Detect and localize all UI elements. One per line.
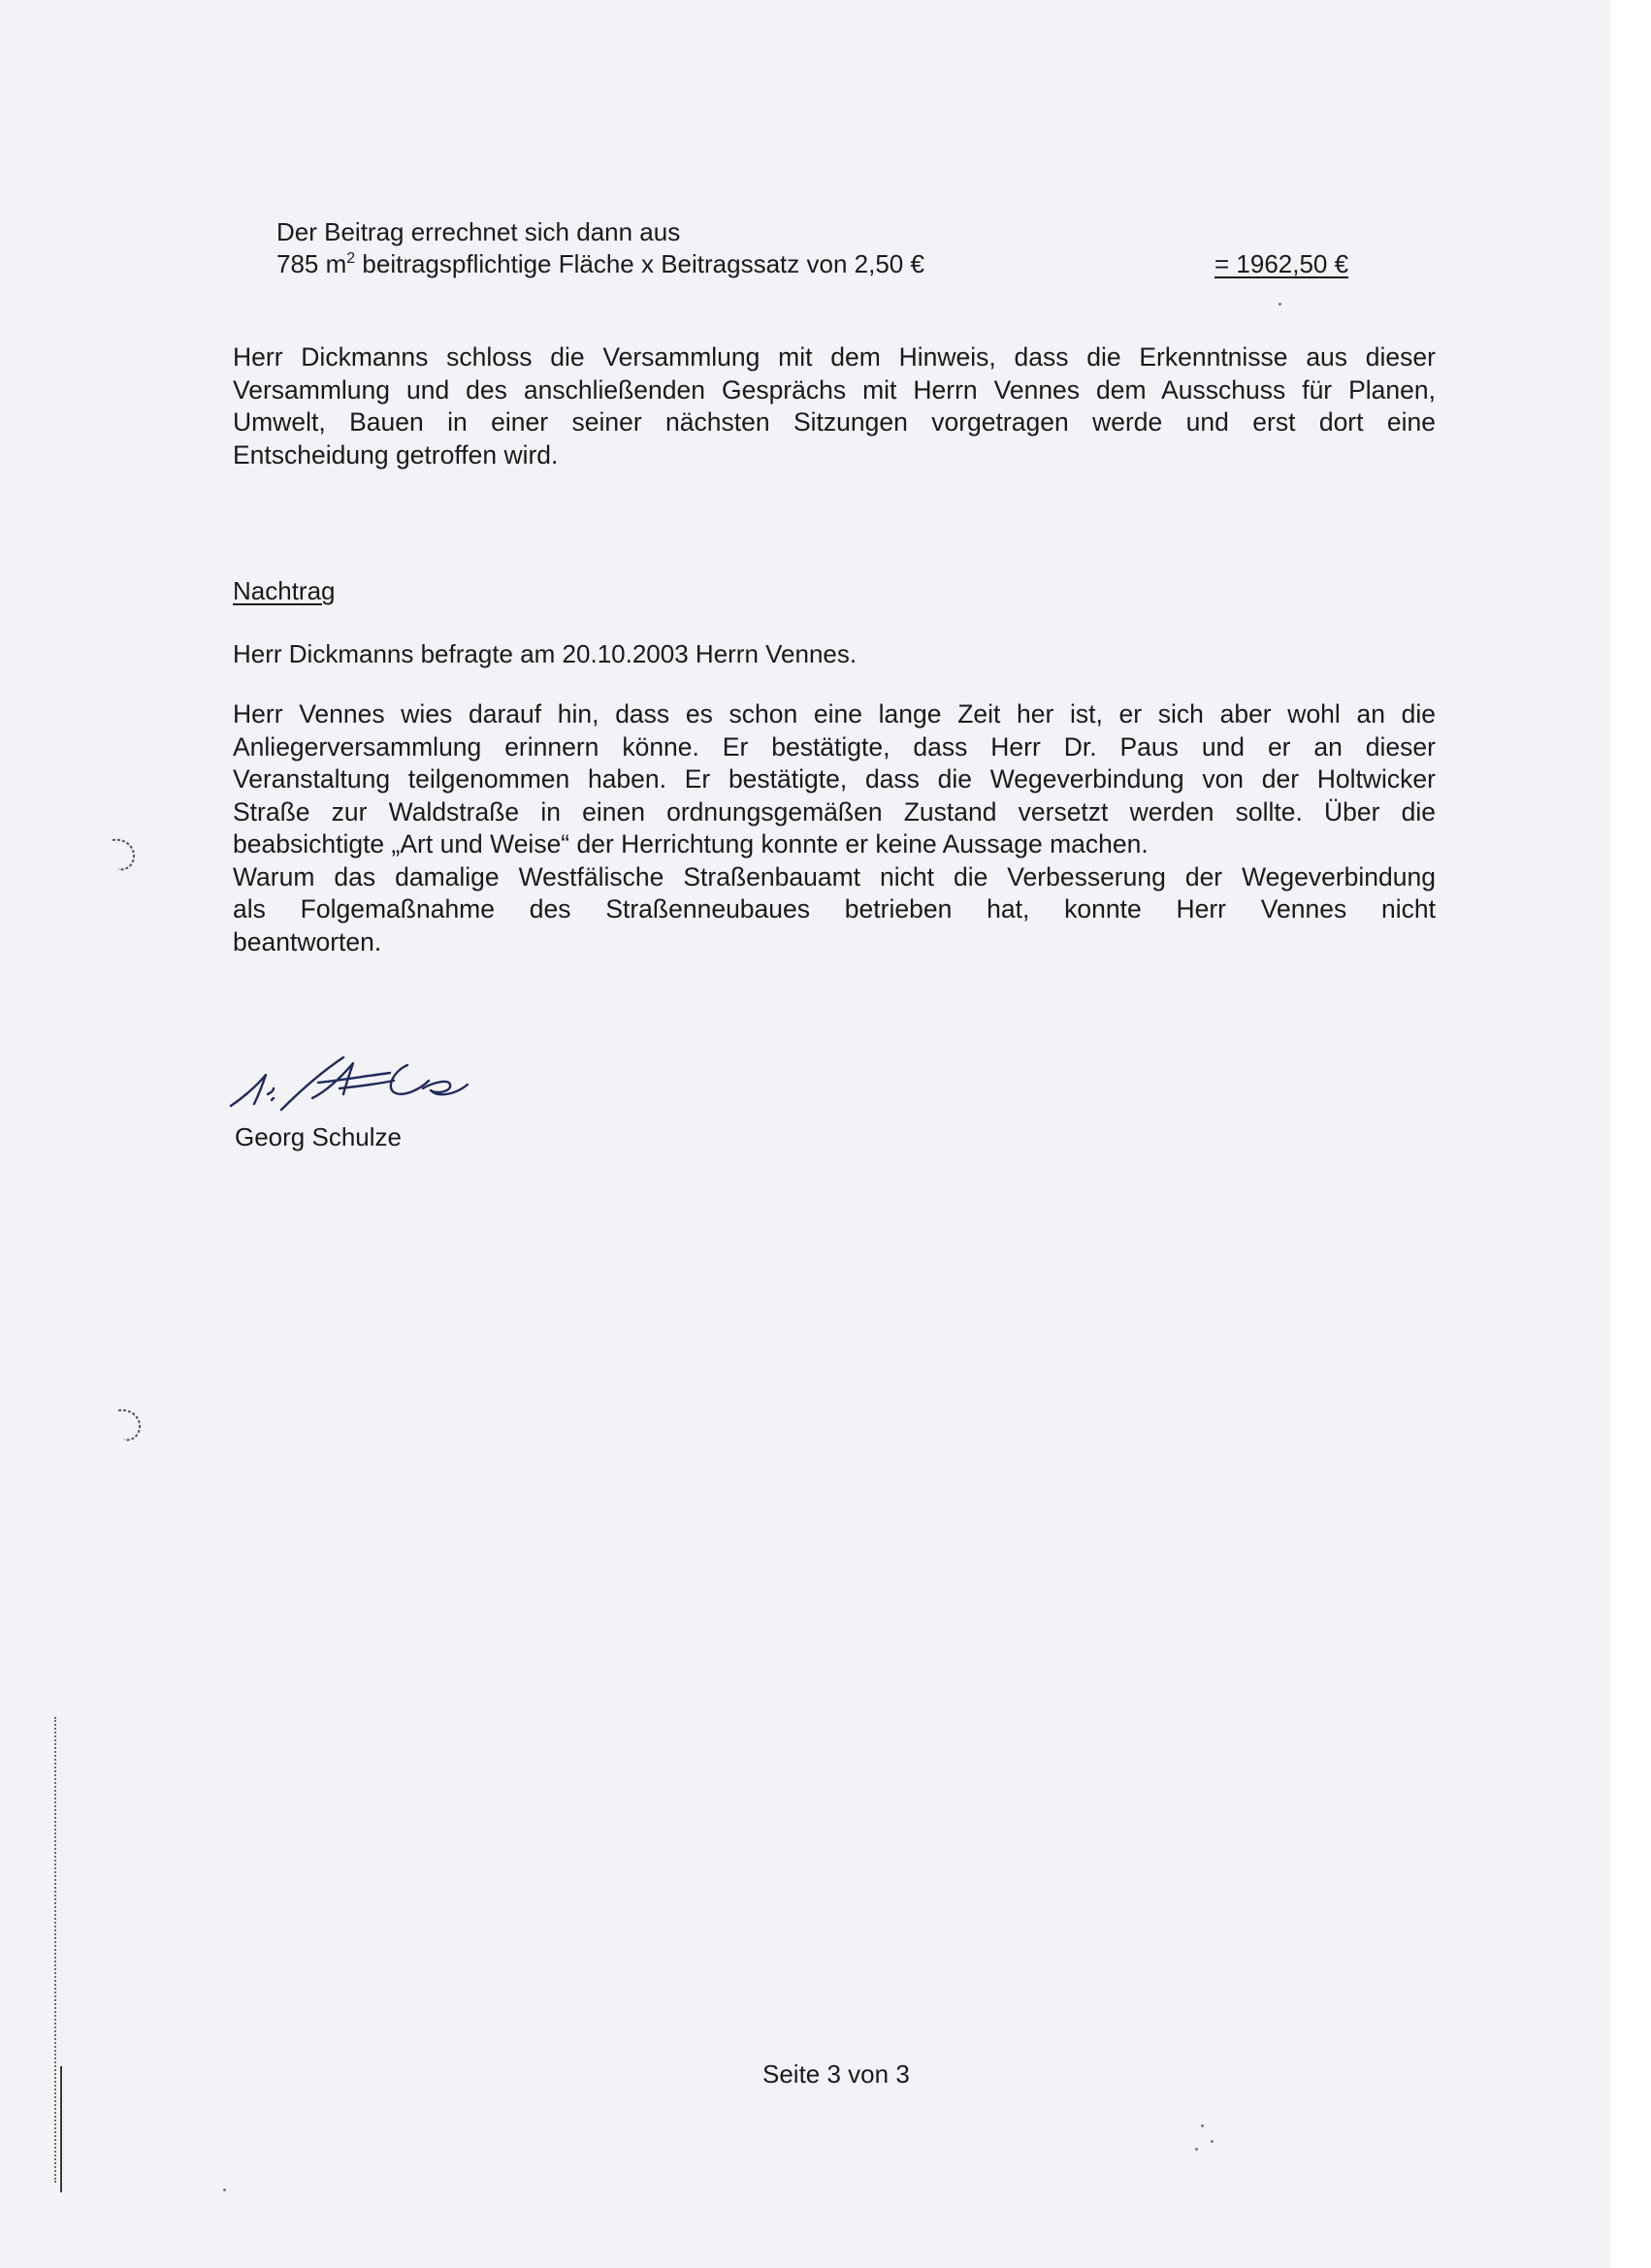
- addendum-first-line: Herr Dickmanns befragte am 20.10.2003 Herrn Vennes.: [233, 639, 858, 668]
- closing-line: Entscheidung getroffen wird.: [233, 439, 559, 470]
- punch-hole-mark: [111, 1405, 149, 1443]
- scan-margin-mark: [60, 2066, 62, 2192]
- closing-paragraph: [233, 341, 1436, 471]
- addendum-line: Herr Vennes wies darauf hin, dass es schon eine lange Zeit her ist, er sich aber wohl an die: [233, 699, 1436, 729]
- calculation-result: = 1962,50 €: [1214, 249, 1349, 278]
- punch-hole-mark: [103, 834, 142, 873]
- signatory-name: Georg Schulze: [235, 1122, 402, 1151]
- handwritten-signature: [223, 1036, 534, 1123]
- calculation-area: 785 m: [276, 249, 347, 278]
- addendum-heading: Nachtrag: [233, 576, 336, 605]
- closing-line: Herr Dickmanns schloss die Versammlung mit dem Hinweis, dass die Erkenntnisse aus dieser: [233, 342, 1436, 372]
- closing-line: Umwelt, Bauen in einer seiner nächsten Sitzungen vorgetragen werde und erst dort eine: [233, 407, 1436, 437]
- addendum-line: Anliegerversammlung erinnern könne. Er bestätigte, dass Herr Dr. Paus und er an dieser: [233, 731, 1436, 761]
- scan-speck: [1211, 2140, 1214, 2143]
- scan-speck: [223, 2188, 226, 2191]
- page-number: Seite 3 von 3: [762, 2059, 910, 2089]
- addendum-line: beantworten.: [233, 926, 382, 956]
- page-edge: [1610, 0, 1651, 2268]
- scan-speck: [1195, 2148, 1198, 2151]
- addendum-line: als Folgemaßnahme des Straßenneubaues betrieben hat, konnte Herr Vennes nicht: [233, 894, 1436, 923]
- addendum-line: beabsichtigte „Art und Weise“ der Herrichtung konnte er keine Aussage machen.: [233, 829, 1149, 859]
- addendum-line: Straße zur Waldstraße in einen ordnungsgemäßen Zustand versetzt werden sollte. Über die: [233, 796, 1436, 826]
- addendum-line: Veranstaltung teilgenommen haben. Er bestätigte, dass die Wegeverbindung von der Holtwicker: [233, 764, 1436, 794]
- calculation-superscript: 2: [346, 250, 356, 267]
- calculation-formula-text: beitragspflichtige Fläche x Beitragssatz von 2,50 €: [355, 249, 924, 278]
- calculation-formula: [276, 248, 924, 281]
- scan-speck: [1279, 303, 1281, 306]
- scan-speck: [1201, 2124, 1204, 2127]
- calculation-intro: Der Beitrag errechnet sich dann aus: [276, 217, 681, 246]
- addendum-paragraph: [233, 698, 1436, 958]
- addendum-line: Warum das damalige Westfälische Straßenbauamt nicht die Verbesserung der Wegeverbindung: [233, 861, 1436, 891]
- closing-line: Versammlung und des anschließenden Gesprächs mit Herrn Vennes dem Ausschuss für Planen,: [233, 374, 1436, 405]
- scan-margin-mark: [54, 1717, 58, 2183]
